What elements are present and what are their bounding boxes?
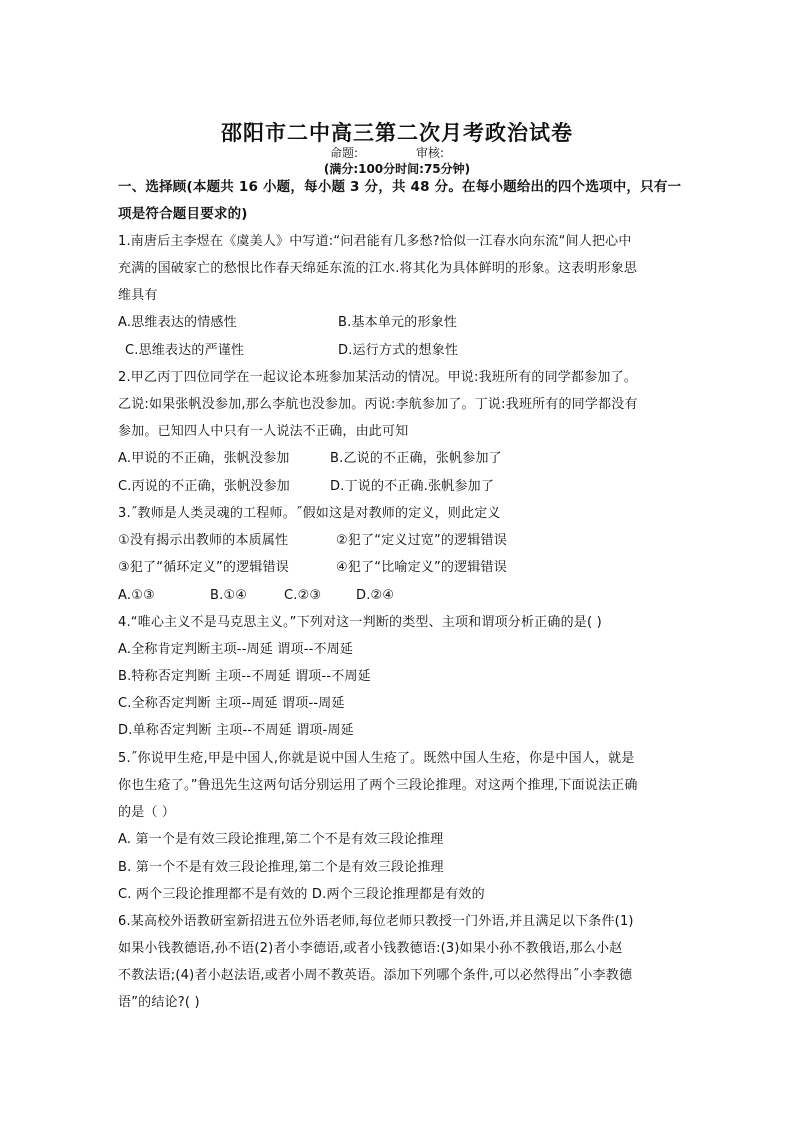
question-5-text: 5.˝你说甲生疮,甲是中国人,你就是说中国人生疮了。既然中国人生疮，你是中国人，就是 [118,751,635,766]
q3-statement-2: ②犯了“定义过宽”的逻辑错误 [336,533,507,548]
score-info: (满分:100分时间:75分钟) [323,162,471,176]
question-3-text: 3.˝教师是人类灵魂的工程师。˝假如这是对教师的定义，则此定义 [118,506,501,521]
q3-option-a: A.①③ [118,588,155,603]
q2-option-a: A.甲说的不正确，张帆没参加 [118,451,290,466]
q5-option-b: B. 第一个不是有效三段论推理,第二个是有效三段论推理 [118,860,444,875]
q2-option-b: B.乙说的不正确，张帆参加了 [330,451,502,466]
exam-title: 邵阳市二中高三第二次月考政治试卷 [221,120,573,145]
question-1-text: 1.南唐后主李煜在《虞美人》中写道:“问君能有几多愁?恰似一江春水向东流“间人把心中 [118,234,632,249]
q3-statement-3: ③犯了“循环定义”的逻辑错误 [118,560,289,575]
q4-option-d: D.单称否定判断 主项--不周延 谓项-周延 [118,723,354,738]
question-6-text-cont: 如果小钱教德语,孙不语(2)者小李德语,或者小钱教德语:(3)如果小孙不教俄语,那么小赵 [118,941,623,956]
q3-statement-1: ①没有揭示出教师的本质属性 [118,533,289,548]
q4-option-a: A.全称肯定判断主项--周延 谓项--不周延 [118,642,354,657]
q3-statement-4: ④犯了“比喻定义”的逻辑错误 [336,560,507,575]
section-heading-cont: 项是符合题目要求的) [118,206,248,222]
q5-option-cd: C. 两个三段论推理都不是有效的 D.两个三段论推理都是有效的 [118,887,485,902]
reviewer-label: 审核: [416,146,445,160]
q1-option-a: A.思维表达的情感性 [118,315,237,330]
q2-option-d: D.丁说的不正确.张帆参加了 [330,479,495,494]
question-4-text: 4.“唯心主义不是马克思主义。”下列对这一判断的类型、主项和谓项分析正确的是( ) [118,615,602,630]
q1-option-d: D.运行方式的想象性 [338,343,459,358]
q4-option-c: C.全称否定判断 主项--周延 谓项--周延 [118,696,345,711]
question-5-text-cont: 的是（ ） [118,805,176,820]
question-6-text: 6.某高校外语教研室新招进五位外语老师,每位老师只教授一门外语,并且满足以下条件(1) [118,914,634,929]
question-2-text-cont: 乙说:如果张帆没参加,那么李航也没参加。丙说:李航参加了。丁说:我班所有的同学都没有 [118,397,638,412]
question-1-text-cont: 充满的国破家亡的愁恨比作春天绵延东流的江水.将其化为具体鲜明的形象。这表明形象思 [118,261,638,276]
q2-option-c: C.丙说的不正确，张帆没参加 [118,479,291,494]
q3-option-b: B.①④ [210,588,248,603]
q5-option-a: A. 第一个是有效三段论推理,第二个不是有效三段论推理 [118,832,444,847]
q3-option-c: C.②③ [284,588,322,603]
question-6-text-cont: 不教法语;(4)者小赵法语,或者小周不教英语。添加下列哪个条件,可以必然得出˝小李教德 [118,968,633,983]
q1-option-b: B.基本单元的形象性 [338,315,458,330]
question-2-text-cont: 参加。已知四人中只有一人说法不正确，由此可知 [118,424,409,439]
question-6-text-cont: 语”的结论?( ) [118,995,200,1010]
question-1-text-cont: 维具有 [118,288,158,303]
section-heading: 一、选择顾(本题共 16 小题，每小题 3 分，共 48 分。在每小题给出的四个选项中，只有一 [118,179,682,195]
q4-option-b: B.特称否定判断 主项--不周延 谓项--不周延 [118,669,371,684]
author-label: 命题: [330,146,359,160]
q1-option-c: C.思维表达的严谨性 [125,343,245,358]
question-5-text-cont: 你也生疮了。”鲁迅先生这两句话分别运用了两个三段论推理。对这两个推理,下面说法正确 [118,778,638,793]
q3-option-d: D.②④ [356,588,395,603]
question-2-text: 2.甲乙丙丁四位同学在一起议论本班参加某活动的情况。甲说:我班所有的同学都参加了。 [118,370,637,385]
